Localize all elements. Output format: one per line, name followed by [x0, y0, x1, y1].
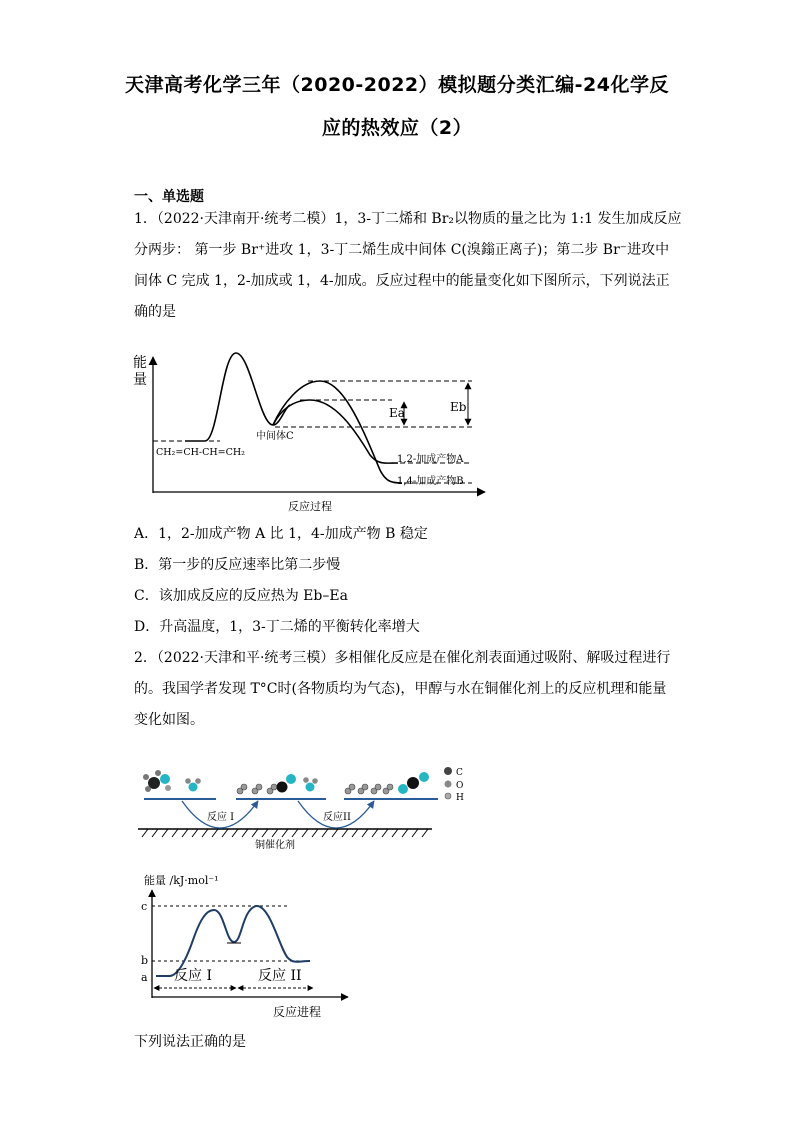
q1-y-label-char2: 量: [133, 372, 147, 388]
q1-energy-curve-common: [185, 353, 290, 441]
reaction1-label: 反应 I: [207, 812, 235, 823]
legend-o: O: [456, 781, 464, 791]
q1-option-b[interactable]: B．第一步的反应速率比第二步慢: [134, 557, 341, 573]
catalyst-label: 铜催化剂: [255, 840, 295, 851]
q1-ea-label: Ea: [389, 406, 405, 420]
q1-text-line4: 确的是: [134, 304, 176, 320]
q2-text-line2: 的。我国学者发现 T°C时(各物质均为气态)，甲醇与水在铜催化剂上的反应机理和能量: [134, 681, 667, 697]
q2-energy-diagram: [138, 870, 358, 1025]
q1-product-b-label: 1,4-加成产物B: [397, 476, 464, 487]
atom-legend: [444, 767, 464, 803]
legend-c: C: [456, 768, 463, 778]
q1-x-label: 反应过程: [288, 500, 332, 513]
step2-label: 反应 II: [258, 968, 302, 984]
doc-title-line1: 天津高考化学三年（2020-2022）模拟题分类汇编-24化学反: [125, 74, 669, 96]
q2-mechanism-diagram: [130, 755, 480, 855]
q1-energy-diagram: [130, 345, 500, 520]
catalyst-hatch: [142, 829, 428, 837]
q1-y-label-char1: 能: [133, 355, 147, 371]
q2-tail-text: 下列说法正确的是: [134, 1034, 246, 1050]
stage2-species: [237, 774, 318, 794]
q1-option-a[interactable]: A．1，2-加成产物 A 比 1，4-加成产物 B 稳定: [134, 526, 428, 542]
q1-text-line2: 分两步： 第一步 Br⁺进攻 1，3-丁二烯生成中间体 C(溴鎓正离子)；第二步 Br⁻进攻中: [134, 242, 670, 258]
level-c-label: c: [141, 900, 148, 913]
section-heading: 一、单选题: [134, 189, 204, 205]
doc-title-line2: 应的热效应（2）: [321, 117, 473, 139]
legend-h: H: [456, 793, 464, 803]
q2-x-label: 反应进程: [273, 1005, 322, 1019]
q2-y-label: 能量 /kJ·mol⁻¹: [144, 874, 219, 887]
reaction2-label: 反应II: [323, 812, 351, 823]
q2-energy-curve: [156, 906, 310, 976]
level-b-label: b: [141, 954, 149, 967]
q1-eb-label: Eb: [450, 400, 467, 414]
q1-y-label: [133, 354, 151, 388]
step1-label: 反应 I: [174, 968, 212, 984]
water-molecule: [185, 778, 201, 791]
q1-intermediate-label: 中间体C: [256, 431, 294, 442]
q1-option-d[interactable]: D．升高温度，1，3-丁二烯的平衡转化率增大: [134, 619, 420, 635]
q1-text-line3: 间体 C 完成 1，2-加成或 1，4-加成。反应过程中的能量变化如下图所示，下列说法正: [134, 273, 670, 289]
q2-text-line3: 变化如图。: [134, 712, 204, 728]
q2-text-line1: 2．（2022·天津和平·统考三模）多相催化反应是在催化剂表面通过吸附、解吸过程进行: [134, 650, 671, 666]
q1-product-a-label: 1,2-加成产物A: [397, 454, 464, 465]
stage3-species: [345, 772, 429, 794]
q1-text-line1: 1．（2022·天津南开·统考二模）1，3-丁二烯和 Br₂以物质的量之比为 1:1 发生加成反应: [134, 211, 682, 227]
q1-reactant-label: CH₂=CH-CH=CH₂: [156, 447, 245, 458]
level-a-label: a: [141, 971, 148, 984]
q1-option-c[interactable]: C．该加成反应的反应热为 Eb–Ea: [134, 588, 348, 604]
methanol-molecule: [143, 770, 171, 792]
